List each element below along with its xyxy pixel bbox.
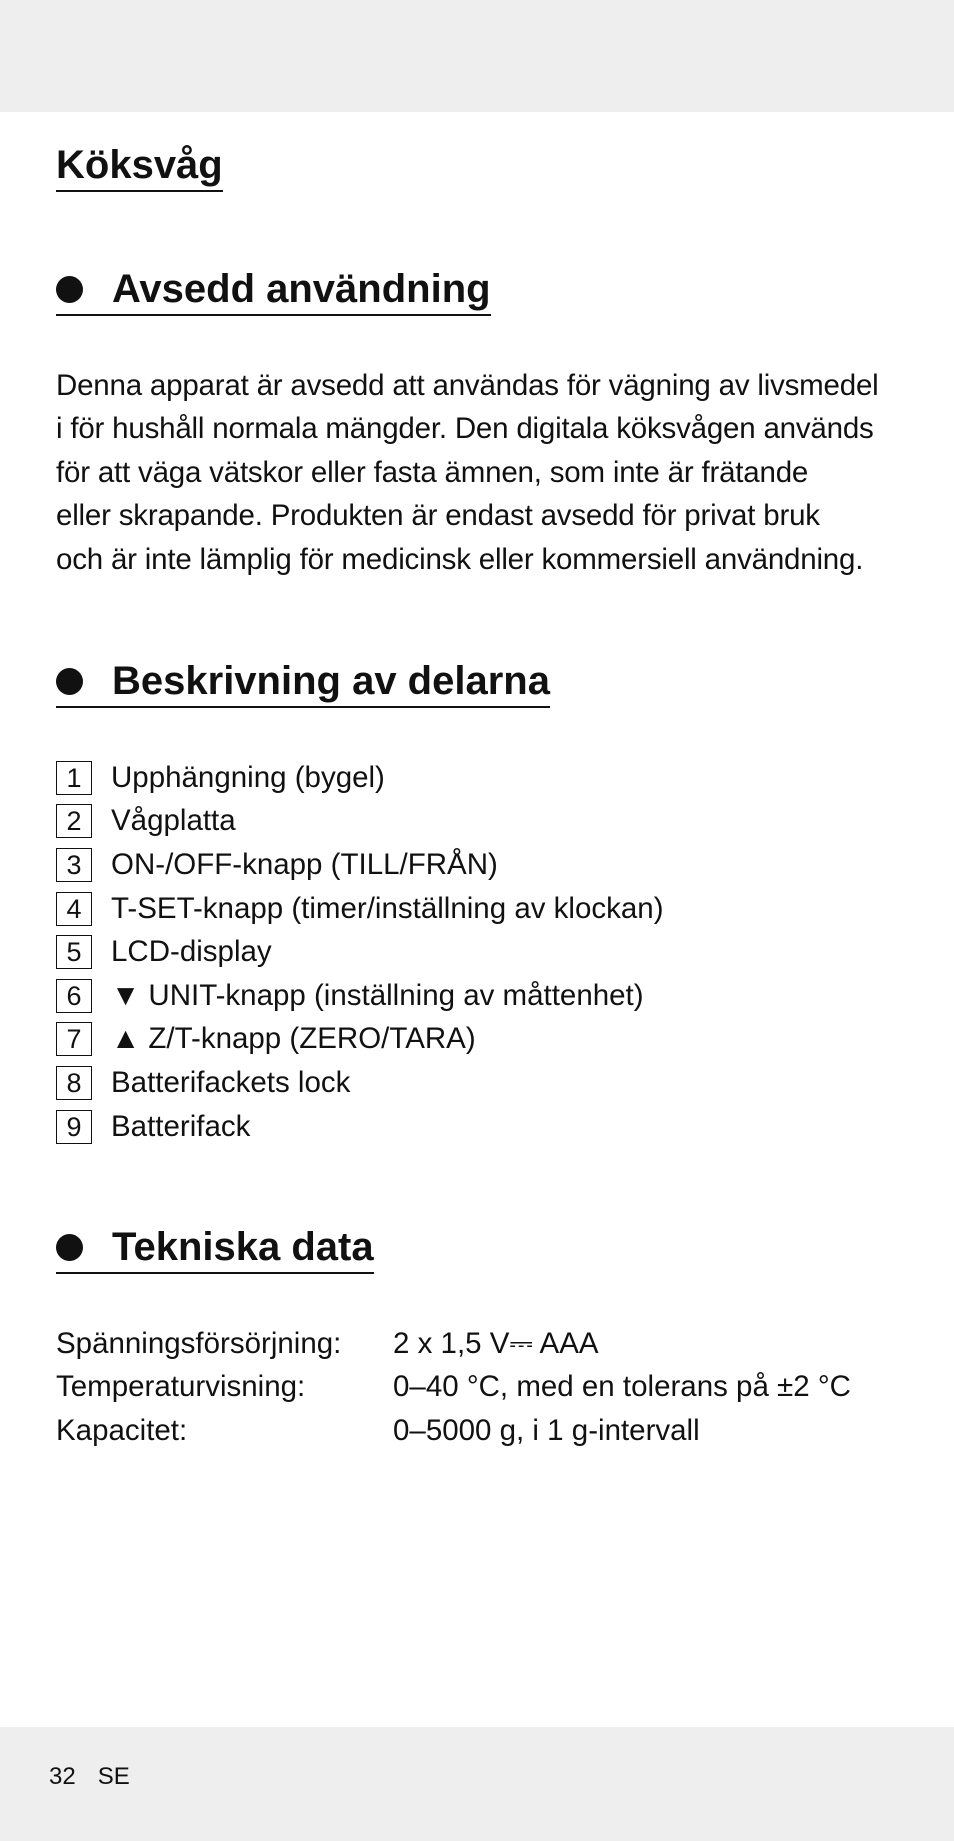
table-row xyxy=(56,1409,851,1453)
list-item xyxy=(56,1018,664,1062)
list-item xyxy=(56,1105,664,1149)
bottom-band xyxy=(0,1727,954,1841)
top-band xyxy=(0,0,954,112)
part-label: ▲ Z/T-knapp (ZERO/TARA) xyxy=(111,1022,476,1056)
heading-parts xyxy=(56,656,550,708)
heading-intended-use-text: Avsedd användning xyxy=(112,267,491,311)
heading-parts-text: Beskrivning av delarna xyxy=(112,659,550,703)
list-item xyxy=(56,756,664,800)
spec-label: Kapacitet: xyxy=(56,1413,188,1447)
page-footer xyxy=(49,1762,130,1792)
intended-use-paragraph: Denna apparat är avsedd att användas för vägning av livsmedel i för hushåll normala mängder. Den digitala köksvågen används för att väga vätskor eller fasta ämnen, som inte är frätande eller skrapande. Produkten är endast avsedd för privat bruk och är inte lämplig för medicinsk eller kommersiell användning. xyxy=(56,369,879,576)
part-number-box: 9 xyxy=(56,1110,92,1144)
list-item xyxy=(56,930,664,974)
part-label: Vågplatta xyxy=(111,804,236,838)
part-number-box: 7 xyxy=(56,1022,92,1056)
list-item xyxy=(56,974,664,1018)
list-item xyxy=(56,1061,664,1105)
spec-value: 0–40 °C, med en tolerans på ±2 °C xyxy=(393,1370,851,1404)
list-item xyxy=(56,800,664,844)
page-number: 32 xyxy=(49,1763,76,1790)
heading-intended-use xyxy=(56,264,491,316)
bullet-icon xyxy=(56,668,83,695)
list-item xyxy=(56,887,664,931)
page-title: Köksvåg xyxy=(56,140,223,192)
part-number-box: 3 xyxy=(56,848,92,882)
part-label: T-SET-knapp (timer/inställning av klockan) xyxy=(111,891,664,925)
part-label: ON-/OFF-knapp (TILL/FRÅN) xyxy=(111,847,498,881)
language-code: SE xyxy=(97,1763,130,1790)
list-item xyxy=(56,843,664,887)
part-number-box: 5 xyxy=(56,935,92,969)
part-number-box: 6 xyxy=(56,979,92,1013)
parts-list xyxy=(56,756,664,1148)
heading-tech-data-text: Tekniska data xyxy=(112,1225,374,1269)
spec-value: 0–5000 g, i 1 g-intervall xyxy=(393,1413,700,1447)
part-label: LCD-display xyxy=(111,935,272,969)
table-row xyxy=(56,1366,851,1410)
part-label: Upphängning (bygel) xyxy=(111,760,385,794)
spec-label: Spänningsförsörjning: xyxy=(56,1326,342,1360)
spec-value: 2 x 1,5 V⎓ AAA xyxy=(393,1326,599,1360)
part-number-box: 8 xyxy=(56,1066,92,1100)
part-number-box: 4 xyxy=(56,892,92,926)
bullet-icon xyxy=(56,276,83,303)
tech-data-table xyxy=(56,1322,851,1453)
heading-tech-data xyxy=(56,1222,374,1274)
spec-label: Temperaturvisning: xyxy=(56,1370,306,1404)
part-label: Batterifack xyxy=(111,1109,251,1143)
part-number-box: 2 xyxy=(56,804,92,838)
bullet-icon xyxy=(56,1234,83,1261)
part-label: ▼ UNIT-knapp (inställning av måttenhet) xyxy=(111,978,644,1012)
part-label: Batterifackets lock xyxy=(111,1065,351,1099)
table-row xyxy=(56,1322,851,1366)
part-number-box: 1 xyxy=(56,761,92,795)
